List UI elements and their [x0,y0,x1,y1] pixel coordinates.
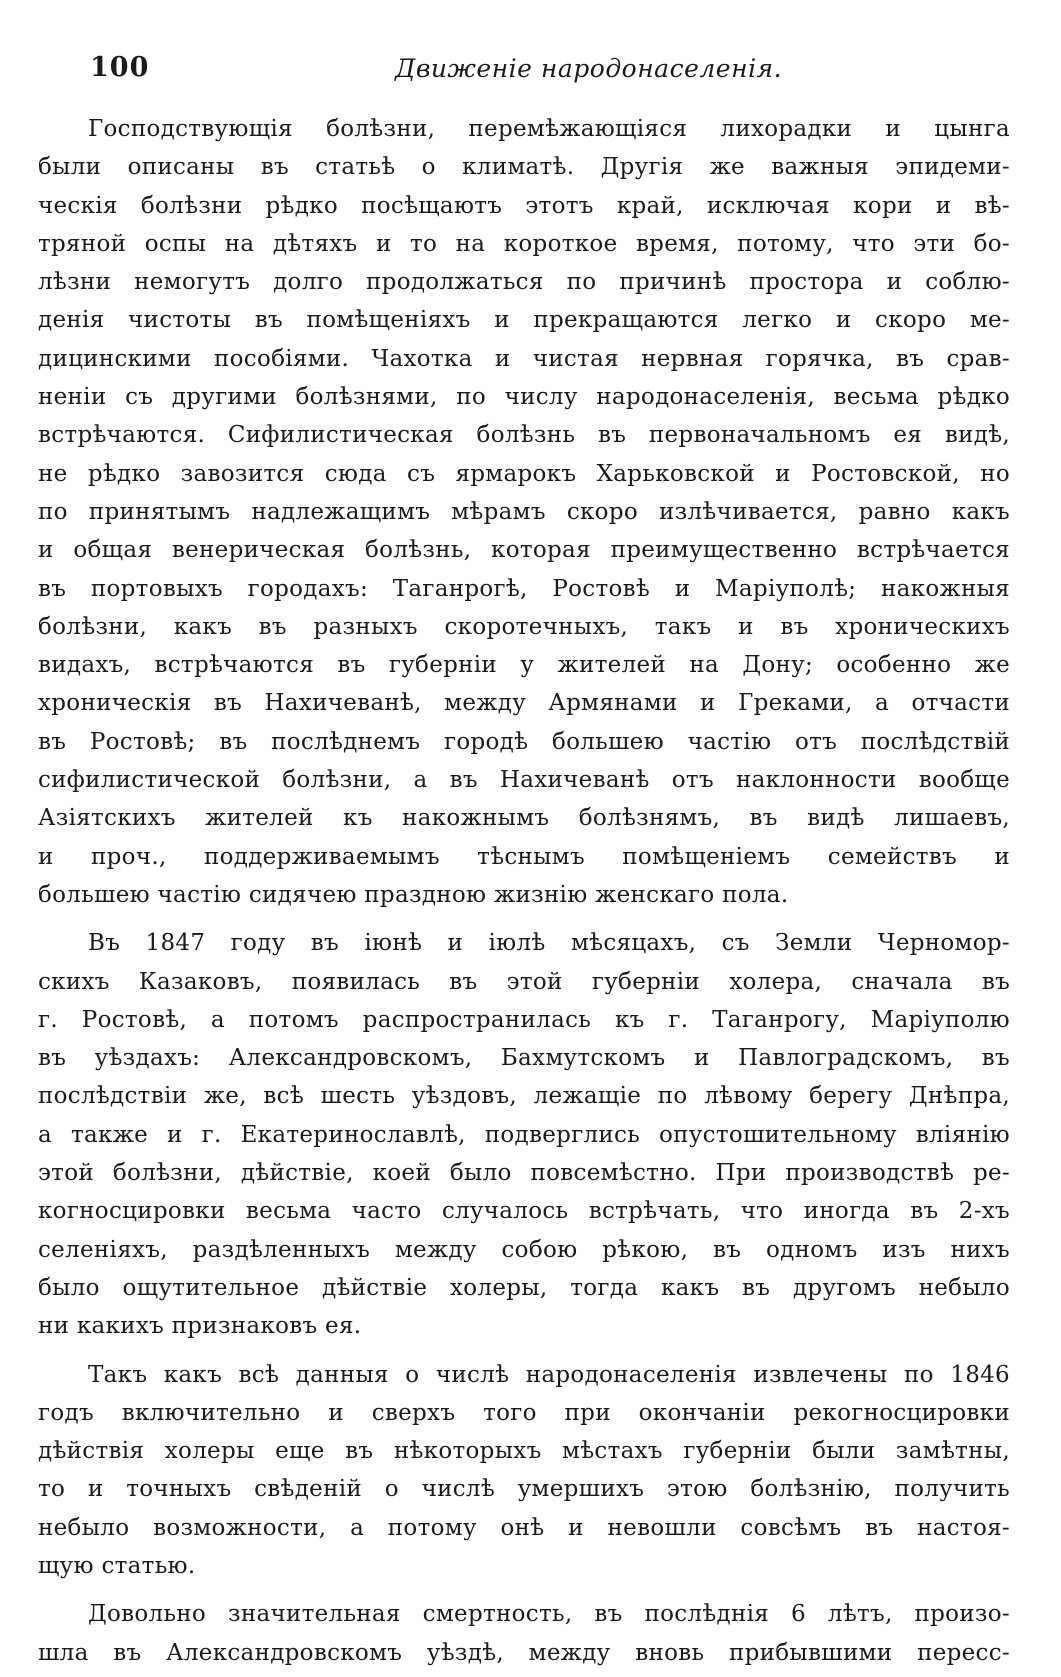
text-line: дицинскими пособіями. Чахотка и чистая нервная горячка, въ срав- [38,345,1010,372]
text-line: г. Ростовѣ, а потомъ распространилась къ г. Таганрогу, Маріуполю [38,1006,1010,1033]
text-line: по принятымъ надлежащимъ мѣрамъ скоро излѣчивается, равно какъ [38,498,1010,525]
paragraph-gap [38,914,1010,924]
text-line: Довольно значительная смертность, въ послѣднія 6 лѣтъ, произо- [88,1601,1010,1628]
text-line: и общая венерическая болѣзнь, которая преимущественно встрѣчается [38,537,1010,564]
text-line: въ портовыхъ городахъ: Таганрогѣ, Ростовѣ и Маріуполѣ; накожныя [38,575,1010,602]
text-line: селеніяхъ, раздѣленныхъ между собою рѣкою, въ одномъ изъ нихъ [38,1236,1010,1263]
paragraph [38,110,1010,914]
text-line: большею частію сидячею праздною жизнію женскаго пола. [38,881,789,908]
paragraph [38,1356,1010,1586]
text-line: когносцировки весьма часто случалось встрѣчать, что иногда въ 2-хъ [38,1198,1010,1225]
text-line: послѣдствіи же, всѣ шесть уѣздовъ, лежащіе по лѣвому берегу Днѣпра, [38,1083,1010,1110]
text-line: денія чистоты въ помѣщеніяхъ и прекращаются легко и скоро ме- [38,307,1010,334]
page-header [90,52,1010,92]
text-line: Азіятскихъ жителей къ накожнымъ болѣзнямъ, въ видѣ лишаевъ, [38,805,1010,832]
text-line: небыло возможности, а потому онѣ и невошли совсѣмъ въ настоя- [38,1514,1010,1541]
text-line: тряной оспы на дѣтяхъ и то на короткое время, потому, что эти бо- [38,230,1010,257]
text-line: Въ 1847 году въ іюнѣ и іюлѣ мѣсяцахъ, съ Земли Черномор- [88,930,1010,957]
text-line: въ Ростовѣ; въ послѣднемъ городѣ большею частію отъ послѣдствій [38,728,1010,755]
text-line: этой болѣзни, дѣйствіе, коей было повсемѣстно. При производствѣ ре- [38,1160,1010,1187]
text-line: болѣзни, какъ въ разныхъ скоротечныхъ, такъ и въ хроническихъ [38,613,1010,640]
text-line: встрѣчаются. Сифилистическая болѣзнь въ первоначальномъ ея видѣ, [38,422,1010,449]
text-line: ческія болѣзни рѣдко посѣщаютъ этотъ край, исключая кори и вѣ- [38,192,1010,219]
text-line: были описаны въ статьѣ о климатѣ. Другія же важныя эпидеми- [38,154,1010,181]
text-line: хроническія въ Нахичеванѣ, между Армянами и Греками, а отчасти [38,690,1010,717]
text-line: видахъ, встрѣчаются въ губерніи у жителей на Дону; особенно же [38,652,1010,679]
text-line: въ уѣздахъ: Александровскомъ, Бахмутскомъ и Павлоградскомъ, въ [38,1045,1010,1072]
text-line: было ощутительное дѣйствіе холеры, тогда какъ въ другомъ небыло [38,1274,1010,1301]
text-line: годъ включительно и сверхъ того при окончаніи рекогносцировки [38,1399,1010,1426]
text-line: Такъ какъ всѣ данныя о числѣ народонаселенія извлечены по 1846 [88,1361,1010,1388]
text-line: а также и г. Екатеринославлѣ, подверглись опустошительному вліянію [38,1121,1010,1148]
paragraph [38,924,1010,1345]
text-line: ни какихъ признаковъ ея. [38,1313,362,1340]
text-line: Господствующія болѣзни, перемѣжающіяся лихорадки и цынга [88,116,1010,142]
running-title: Движеніе народонаселенія. [395,54,783,83]
page-number: 100 [90,52,150,83]
text-line: то и точныхъ свѣденій о числѣ умершихъ этою болѣзнію, получить [38,1476,1010,1503]
text-line: дѣйствія холеры еще въ нѣкоторыхъ мѣстахъ губерніи были замѣтны, [38,1438,1010,1465]
text-line: шла въ Александровскомъ уѣздѣ, между вновь прибывшими пересс- [38,1639,1010,1666]
text-line: не рѣдко завозится сюда съ ярмарокъ Харьковской и Ростовской, но [38,460,1010,487]
paragraph [38,1595,1010,1672]
paragraph-gap [38,1585,1010,1595]
text-line: скихъ Казаковъ, появилась въ этой губерніи холера, сначала въ [38,968,1010,995]
text-line: и проч., поддерживаемымъ тѣснымъ помѣщеніемъ семействъ и [38,843,1010,870]
text-line: щую статью. [38,1552,196,1579]
text-line: сифилистической болѣзни, а въ Нахичеванѣ отъ наклонности вообще [38,767,1010,794]
text-line: неніи съ другими болѣзнями, по числу народонаселенія, весьма рѣдко [38,384,1010,411]
body-text [38,110,1010,1672]
paragraph-gap [38,1346,1010,1356]
text-line: лѣзни немогутъ долго продолжаться по причинѣ простора и соблю- [38,269,1010,296]
